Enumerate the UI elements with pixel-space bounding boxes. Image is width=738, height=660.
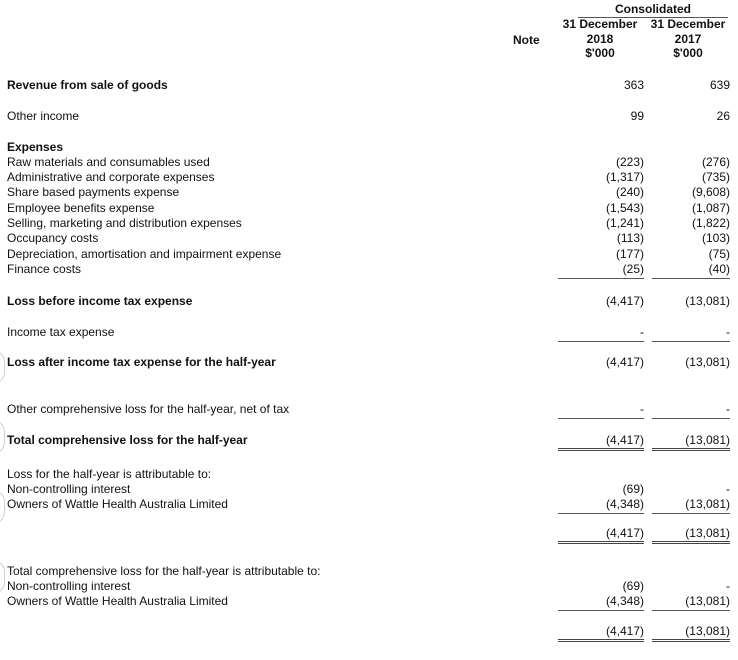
- row-loss-after-tax-label: Loss after income tax expense for the half-year: [7, 355, 276, 369]
- header-col2-year: 2017: [674, 32, 702, 46]
- row-revenue-2017: 639: [709, 78, 730, 92]
- expense-2017: (40): [708, 262, 730, 276]
- subtotal-rule: [558, 278, 644, 279]
- expense-2018: (25): [622, 262, 644, 276]
- expense-label: Finance costs: [7, 262, 82, 276]
- expense-2018: (240): [615, 185, 644, 199]
- row-loss-before-tax-label: Loss before income tax expense: [7, 294, 193, 308]
- row-other-income-2018: 99: [630, 109, 644, 123]
- expense-2018: (1,241): [605, 216, 644, 230]
- expense-2018: (1,543): [605, 201, 644, 215]
- tcl-attrib-2017: (13,081): [685, 594, 730, 608]
- loss-attrib-2017: -: [726, 482, 730, 496]
- expense-label: Administrative and corporate expenses: [7, 170, 215, 184]
- subtotal-rule: [652, 341, 730, 342]
- expense-label: Depreciation, amortisation and impairment expense: [7, 247, 282, 261]
- tcl-attrib-2017: -: [726, 579, 730, 593]
- row-other-comprehensive-label: Other comprehensive loss for the half-year, net of tax: [7, 402, 290, 416]
- expense-label: Share based payments expense: [7, 185, 180, 199]
- row-total-comprehensive-label: Total comprehensive loss for the half-year: [7, 433, 248, 447]
- watermark-glyph: [0, 490, 5, 524]
- row-income-tax-label: Income tax expense: [7, 325, 115, 339]
- expenses-heading: Expenses: [7, 140, 64, 154]
- expense-label: Occupancy costs: [7, 231, 99, 245]
- loss-attrib-2018: (69): [622, 482, 644, 496]
- header-col1-year: 2018: [586, 32, 614, 46]
- total-double-rule: [652, 639, 730, 642]
- loss-attrib-2018: (4,348): [605, 497, 644, 511]
- loss-attrib-2017: (13,081): [685, 497, 730, 511]
- total-double-rule: [652, 448, 730, 451]
- subtotal-rule: [558, 610, 644, 611]
- subtotal-rule: [652, 278, 730, 279]
- total-double-rule: [558, 639, 644, 642]
- header-col2-period: 31 December: [650, 17, 726, 31]
- row-loss-before-tax-2017: (13,081): [685, 294, 730, 308]
- tcl-attrib-heading: Total comprehensive loss for the half-year is attributable to:: [7, 564, 321, 578]
- expense-2018: (177): [615, 247, 644, 261]
- row-total-comprehensive-2017: (13,081): [685, 433, 730, 447]
- loss-attrib-label: Owners of Wattle Health Australia Limited: [7, 497, 228, 511]
- loss-attrib-total-2018: (4,417): [605, 526, 644, 540]
- row-other-comprehensive-2018: -: [640, 402, 644, 416]
- expense-2017: (75): [708, 247, 730, 261]
- expense-2017: (1,822): [691, 216, 730, 230]
- tcl-attrib-total-2018: (4,417): [605, 624, 644, 638]
- subtotal-rule: [558, 341, 644, 342]
- row-total-comprehensive-2018: (4,417): [605, 433, 644, 447]
- row-revenue-label: Revenue from sale of goods: [7, 78, 168, 92]
- row-loss-after-tax-2017: (13,081): [685, 355, 730, 369]
- expense-2018: (113): [616, 231, 644, 245]
- total-double-rule: [652, 541, 730, 544]
- subtotal-rule: [558, 418, 644, 419]
- row-other-income-label: Other income: [7, 109, 80, 123]
- expense-label: Selling, marketing and distribution expenses: [7, 216, 242, 230]
- loss-attrib-heading: Loss for the half-year is attributable to:: [7, 467, 212, 481]
- header-col1-unit: $'000: [585, 46, 615, 60]
- row-loss-before-tax-2018: (4,417): [605, 294, 644, 308]
- subtotal-rule: [652, 610, 730, 611]
- row-income-tax-2018: -: [640, 325, 644, 339]
- tcl-attrib-2018: (4,348): [605, 594, 644, 608]
- loss-attrib-total-2017: (13,081): [685, 526, 730, 540]
- row-loss-after-tax-2018: (4,417): [605, 355, 644, 369]
- subtotal-rule: [652, 513, 730, 514]
- total-double-rule: [558, 541, 644, 544]
- expense-2018: (1,317): [605, 170, 644, 184]
- header-group: Consolidated: [614, 2, 691, 16]
- expense-label: Employee benefits expense: [7, 201, 155, 215]
- expense-2017: (9,608): [691, 185, 730, 199]
- watermark-glyph: [0, 350, 5, 384]
- expense-label: Raw materials and consumables used: [7, 155, 210, 169]
- tcl-attrib-label: Owners of Wattle Health Australia Limited: [7, 594, 228, 608]
- watermark-glyph: [0, 560, 5, 594]
- row-other-income-2017: 26: [716, 109, 730, 123]
- expense-2018: (223): [615, 155, 644, 169]
- row-revenue-2018: 363: [623, 78, 644, 92]
- row-other-comprehensive-2017: -: [726, 402, 730, 416]
- expense-2017: (103): [701, 231, 730, 245]
- subtotal-rule: [558, 513, 644, 514]
- expense-2017: (1,087): [691, 201, 730, 215]
- loss-attrib-label: Non-controlling interest: [7, 482, 131, 496]
- header-note: Note: [513, 33, 540, 47]
- expense-2017: (276): [701, 155, 730, 169]
- row-income-tax-2017: -: [726, 325, 730, 339]
- header-col2-unit: $'000: [673, 46, 703, 60]
- tcl-attrib-2018: (69): [622, 579, 644, 593]
- tcl-attrib-label: Non-controlling interest: [7, 579, 131, 593]
- expense-2017: (735): [701, 170, 730, 184]
- subtotal-rule: [652, 418, 730, 419]
- watermark-glyph: [0, 420, 5, 454]
- header-col1-period: 31 December: [562, 17, 638, 31]
- tcl-attrib-total-2017: (13,081): [685, 624, 730, 638]
- total-double-rule: [558, 448, 644, 451]
